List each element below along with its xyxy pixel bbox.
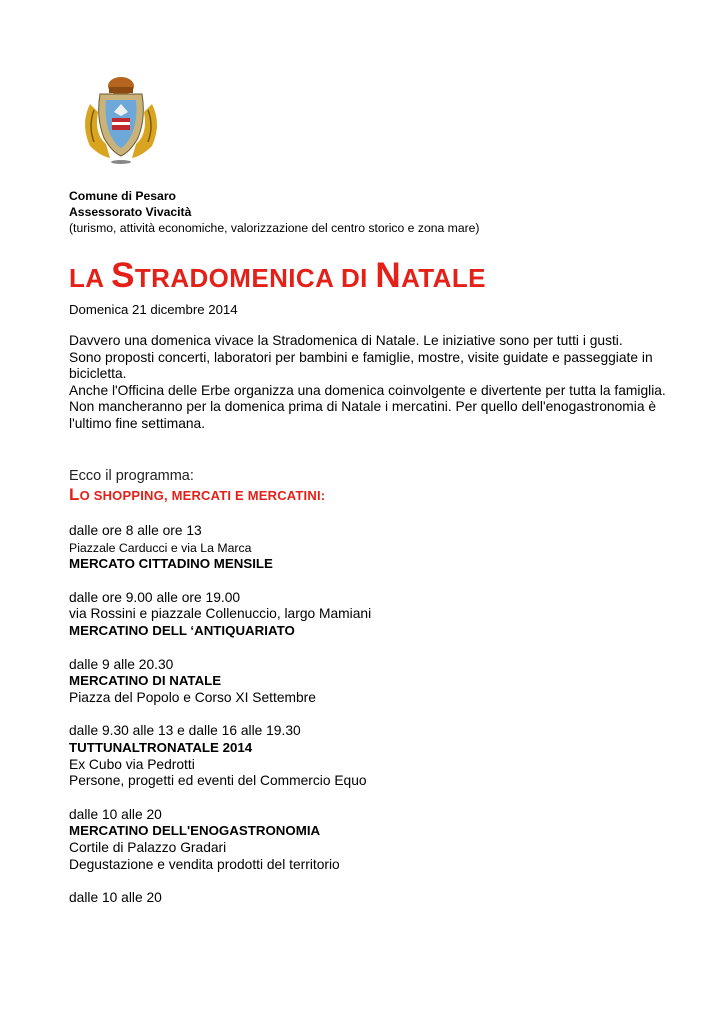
section-heading-rest: O SHOPPING, MERCATI E MERCATINI:: [79, 488, 326, 503]
event-description: Persone, progetti ed eventi del Commercio Equo: [69, 773, 367, 789]
intro-paragraph: Anche l'Officina delle Erbe organizza una domenica coinvolgente e divertente per tutta la famiglia.: [69, 382, 666, 398]
department-name: Assessorato Vivacità: [69, 205, 192, 219]
event-time: dalle 10 alle 20: [69, 806, 162, 822]
event-item: [69, 723, 669, 789]
intro-paragraph: Non mancheranno per la domenica prima di Natale i mercatini. Per quello dell'enogastronomia è l'ultimo fine settimana.: [69, 399, 657, 431]
title-cap-n: N: [375, 256, 402, 295]
event-name: MERCATINO DI NATALE: [69, 673, 222, 689]
event-item: [69, 807, 669, 873]
section-heading-cap: L: [69, 485, 80, 504]
event-date: Domenica 21 dicembre 2014: [69, 302, 238, 317]
event-description: Degustazione e vendita prodotti del territorio: [69, 856, 340, 872]
event-time: dalle ore 8 alle ore 13: [69, 523, 202, 538]
title-word-la: LA: [69, 263, 104, 293]
intro-paragraph: Davvero una domenica vivace la Stradomenica di Natale. Le iniziative sono per tutti i gusti.: [69, 333, 623, 348]
document-title: [69, 256, 486, 296]
event-time: dalle 9.30 alle 13 e dalle 16 alle 19.30: [69, 723, 301, 739]
event-place: Piazza del Popolo e Corso XI Settembre: [69, 689, 316, 705]
event-time: dalle 9 alle 20.30: [69, 656, 174, 672]
event-time: dalle 10 alle 20: [69, 890, 162, 906]
event-place: Piazzale Carducci e via La Marca: [69, 540, 252, 555]
event-item: [69, 657, 669, 707]
title-word-di: DI: [340, 263, 368, 293]
pesaro-coat-of-arms-logo: [76, 74, 166, 164]
intro-text: [69, 333, 669, 433]
event-list: [69, 523, 669, 924]
event-place: Cortile di Palazzo Gradari: [69, 839, 227, 855]
event-place: Ex Cubo via Pedrotti: [69, 756, 195, 772]
office-header: [69, 188, 480, 236]
department-description: (turismo, attività economiche, valorizzazione del centro storico e zona mare): [69, 221, 480, 235]
event-name: MERCATINO DELL ‘ANTIQUARIATO: [69, 622, 295, 638]
event-item: [69, 890, 669, 907]
municipality-name: Comune di Pesaro: [69, 189, 177, 203]
title-word-stradomenica: TRADOMENICA: [134, 263, 334, 293]
event-name: MERCATINO DELL'ENOGASTRONOMIA: [69, 823, 321, 839]
event-item: [69, 523, 669, 573]
event-place: via Rossini e piazzale Collenuccio, largo Mamiani: [69, 606, 372, 622]
event-name: TUTTUNALTRONATALE 2014: [69, 739, 253, 755]
event-name: MERCATO CITTADINO MENSILE: [69, 556, 273, 572]
section-heading-shopping: [69, 485, 325, 505]
title-cap-s: S: [111, 256, 135, 295]
event-time: dalle ore 9.00 alle ore 19.00: [69, 589, 241, 605]
title-word-natale: ATALE: [401, 263, 486, 293]
program-label: Ecco il programma:: [69, 468, 194, 484]
intro-paragraph: Sono proposti concerti, laboratori per bambini e famiglie, mostre, visite guidate e passeggiate in bicicletta.: [69, 349, 653, 382]
event-item: [69, 590, 669, 640]
